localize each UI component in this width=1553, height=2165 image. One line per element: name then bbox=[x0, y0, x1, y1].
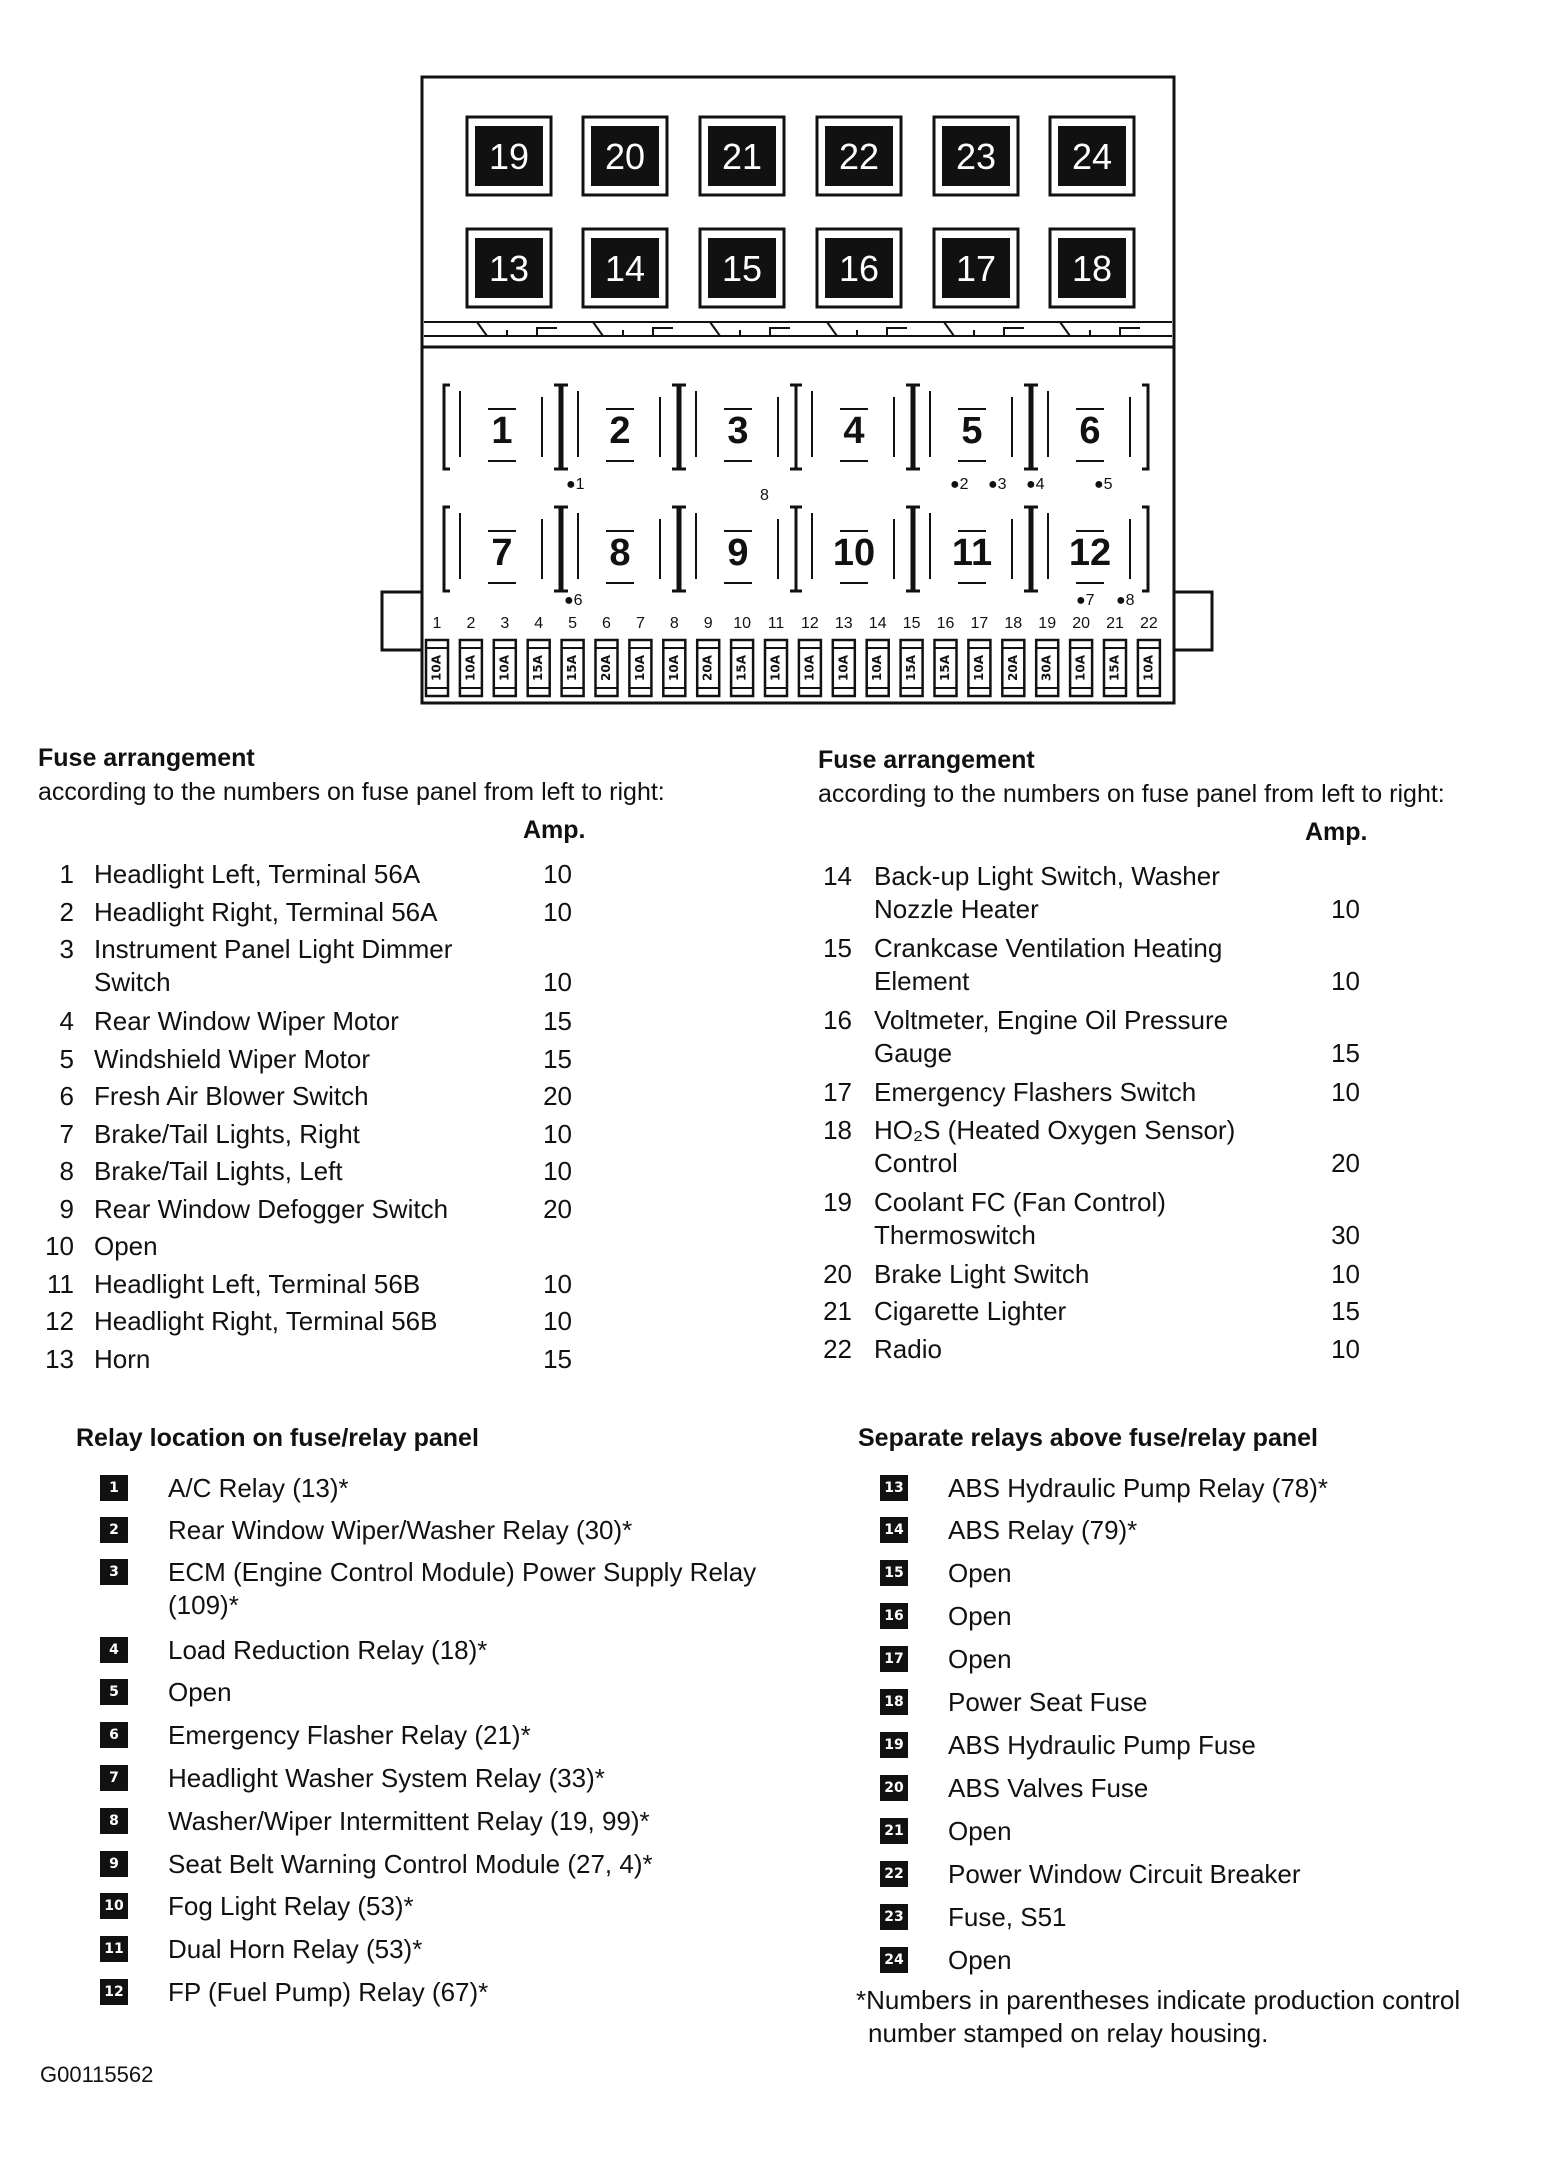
fuse-description: Rear Window Wiper Motor bbox=[94, 1006, 399, 1036]
relay-label: Fuse, S51 bbox=[948, 1902, 1067, 1932]
fuse-amperage: 10 bbox=[1331, 966, 1360, 996]
fuse-number: 21 bbox=[823, 1296, 852, 1326]
fuse-rating: 10A bbox=[666, 655, 681, 681]
fuse-position-number: 7 bbox=[635, 615, 645, 632]
fuse-position-number: 14 bbox=[868, 615, 887, 632]
fuse-position-number: 19 bbox=[1038, 615, 1057, 632]
fuse-rating: 15A bbox=[734, 655, 749, 681]
fuse-amperage: 10 bbox=[543, 1268, 572, 1299]
fuse-description: Instrument Panel Light Dimmer Switch bbox=[94, 934, 453, 997]
fuse-description: Voltmeter, Engine Oil Pressure Gauge bbox=[874, 1005, 1229, 1068]
socket-number: 5 bbox=[961, 410, 983, 452]
fuse-description: Headlight Left, Terminal 56A bbox=[94, 859, 421, 889]
fuse-amperage: 30 bbox=[1331, 1219, 1360, 1250]
relay-number: 14 bbox=[604, 248, 646, 289]
fuse-number: 11 bbox=[47, 1268, 74, 1299]
fuse-number: 12 bbox=[45, 1306, 74, 1336]
fuse-description: Headlight Right, Terminal 56A bbox=[94, 896, 438, 927]
relay-number-badge: 20 bbox=[880, 1775, 908, 1801]
socket-number: 11 bbox=[951, 532, 993, 574]
fuse-amperage: 15 bbox=[543, 1043, 572, 1074]
fuse-rating: 10A bbox=[802, 655, 817, 681]
relay-number-badge: 14 bbox=[880, 1517, 908, 1543]
relay-label: Open bbox=[948, 1601, 1012, 1631]
relay-label: Headlight Washer System Relay (33)* bbox=[168, 1763, 605, 1793]
fuse-number: 2 bbox=[59, 896, 74, 927]
relay-number: 13 bbox=[488, 248, 530, 289]
fuse-amperage: 10 bbox=[543, 896, 572, 927]
fuse-rating: 10A bbox=[836, 655, 851, 681]
fuse-rating: 20A bbox=[599, 655, 613, 681]
fuse-amperage: 10 bbox=[543, 1118, 572, 1149]
fuse-amperage: 10 bbox=[543, 967, 572, 997]
terminal-dot-label: 8 bbox=[760, 487, 769, 504]
fuse-description: Cigarette Lighter bbox=[874, 1296, 1067, 1326]
fuse-position-number: 10 bbox=[733, 615, 751, 632]
fuse-number: 15 bbox=[823, 933, 852, 963]
terminal-dot-label: ●6 bbox=[564, 592, 583, 609]
fuse-rating: 15A bbox=[1107, 655, 1122, 681]
relays-left-title: Relay location on fuse/relay panel bbox=[76, 1424, 479, 1452]
fuse-left-title: Fuse arrangement bbox=[38, 744, 255, 772]
fuse-rating: 10A bbox=[870, 655, 885, 681]
relay-number-badge: 11 bbox=[100, 1936, 128, 1962]
relay-number: 19 bbox=[488, 136, 530, 177]
relay-number: 20 bbox=[604, 136, 646, 177]
relay-number-badge: 3 bbox=[100, 1559, 128, 1585]
socket-number: 4 bbox=[843, 410, 865, 452]
relay-label: Open bbox=[948, 1558, 1012, 1588]
fuse-number: 8 bbox=[59, 1156, 74, 1186]
relay-label: ABS Valves Fuse bbox=[948, 1773, 1149, 1803]
fuse-amperage: 20 bbox=[543, 1193, 572, 1224]
fuse-number: 5 bbox=[59, 1043, 74, 1074]
relay-label: Open bbox=[948, 1816, 1012, 1846]
fuse-number: 7 bbox=[59, 1118, 74, 1149]
relay-number-badge: 7 bbox=[100, 1765, 128, 1791]
relay-label: Open bbox=[948, 1644, 1012, 1674]
fuse-position-number: 4 bbox=[534, 615, 544, 632]
fuse-left-subtitle: according to the numbers on fuse panel from left to right: bbox=[38, 778, 665, 806]
fuse-number: 19 bbox=[823, 1186, 852, 1217]
relay-label: Fog Light Relay (53)* bbox=[168, 1891, 414, 1921]
fuse-rating: 10A bbox=[971, 655, 986, 681]
fuse-number: 1 bbox=[59, 859, 74, 889]
fuse-description: Headlight Left, Terminal 56B bbox=[94, 1268, 421, 1299]
terminal-dot-label: ●8 bbox=[1116, 592, 1135, 609]
fuse-amperage: 15 bbox=[1331, 1296, 1360, 1326]
fuse-description: Open bbox=[94, 1231, 158, 1261]
fuse-amperage: 10 bbox=[1331, 1077, 1360, 1107]
fuse-amperage: 15 bbox=[543, 1343, 572, 1374]
socket-number: 1 bbox=[491, 410, 513, 452]
relay-label: ABS Relay (79)* bbox=[948, 1515, 1138, 1545]
socket-number: 9 bbox=[727, 532, 749, 574]
fuse-number: 9 bbox=[59, 1193, 74, 1224]
relay-number-badge: 24 bbox=[880, 1947, 908, 1973]
fuse-description: Brake/Tail Lights, Left bbox=[94, 1156, 343, 1186]
relay-number-badge: 8 bbox=[100, 1808, 128, 1834]
relay-label: Power Window Circuit Breaker bbox=[948, 1859, 1301, 1889]
relay-number-badge: 13 bbox=[880, 1475, 908, 1501]
fuse-amperage: 10 bbox=[1331, 1258, 1360, 1289]
relay-number-badge: 9 bbox=[100, 1851, 128, 1877]
fuse-description: Horn bbox=[94, 1343, 151, 1374]
relay-label: Rear Window Wiper/Washer Relay (30)* bbox=[168, 1515, 633, 1545]
fuse-position-number: 5 bbox=[568, 615, 578, 632]
fuse-amperage: 20 bbox=[1331, 1147, 1360, 1178]
relay-number: 21 bbox=[721, 136, 763, 177]
fuse-amperage: 20 bbox=[543, 1081, 572, 1111]
mount-tab-left bbox=[382, 592, 422, 650]
fuse-rating: 10A bbox=[429, 655, 444, 681]
relay-number-badge: 21 bbox=[880, 1818, 908, 1844]
fuse-rating: 20A bbox=[1005, 655, 1020, 682]
relay-number: 16 bbox=[838, 248, 880, 289]
relay-number-badge: 12 bbox=[100, 1979, 128, 2005]
fuse-description: Back-up Light Switch, Washer Nozzle Heater bbox=[874, 861, 1220, 924]
fuse-number: 16 bbox=[823, 1005, 852, 1035]
fuse-amperage: 10 bbox=[1331, 894, 1360, 924]
footnote: *Numbers in parentheses indicate production control number stamped on relay housing. bbox=[856, 1985, 1461, 2048]
fuse-number: 13 bbox=[45, 1343, 74, 1374]
relay-label: Power Seat Fuse bbox=[948, 1687, 1148, 1717]
fuse-rating: 10A bbox=[768, 655, 783, 681]
fuse-description: Brake/Tail Lights, Right bbox=[94, 1118, 360, 1149]
fuse-position-number: 18 bbox=[1004, 615, 1023, 632]
fuse-description: Coolant FC (Fan Control) Thermoswitch bbox=[874, 1186, 1166, 1250]
fuse-description: Radio bbox=[874, 1333, 942, 1364]
relay-number: 17 bbox=[955, 248, 997, 289]
relays-right-title: Separate relays above fuse/relay panel bbox=[858, 1424, 1318, 1452]
socket-number: 8 bbox=[609, 532, 631, 574]
fuse-rating: 10A bbox=[463, 655, 478, 681]
fuse-rating: 15A bbox=[938, 655, 952, 681]
relay-label: Open bbox=[948, 1945, 1012, 1975]
socket-number: 3 bbox=[727, 410, 749, 452]
fuse-rating: 15A bbox=[565, 655, 580, 681]
relay-number: 22 bbox=[838, 136, 880, 177]
fuse-right-subtitle: according to the numbers on fuse panel from left to right: bbox=[818, 780, 1445, 808]
fuse-description: Fresh Air Blower Switch bbox=[94, 1081, 369, 1111]
fuse-position-number: 11 bbox=[767, 615, 785, 632]
relay-number-badge: 16 bbox=[880, 1603, 908, 1629]
fuse-number: 14 bbox=[823, 861, 852, 891]
fuse-position-number: 9 bbox=[703, 615, 713, 632]
relay-label: ECM (Engine Control Module) Power Supply Relay (109)* bbox=[168, 1557, 757, 1620]
relay-label: ABS Hydraulic Pump Relay (78)* bbox=[948, 1473, 1329, 1503]
socket-number: 6 bbox=[1079, 410, 1101, 452]
terminal-dot-label: ●2 bbox=[950, 476, 969, 493]
fuse-description: Rear Window Defogger Switch bbox=[94, 1193, 449, 1224]
fuse-position-number: 12 bbox=[801, 615, 819, 632]
fuse-position-number: 3 bbox=[500, 615, 510, 632]
fuse-rating: 20A bbox=[700, 655, 715, 681]
fuse-left-amp-header: Amp. bbox=[523, 816, 586, 844]
image-id: G00115562 bbox=[40, 2062, 154, 2087]
fuse-description: Brake Light Switch bbox=[874, 1258, 1090, 1289]
fuse-position-number: 22 bbox=[1140, 615, 1158, 632]
terminal-dot-label: ●3 bbox=[988, 476, 1007, 493]
fuse-position-number: 15 bbox=[902, 615, 921, 632]
fuse-number: 3 bbox=[59, 934, 74, 964]
fuse-description: Crankcase Ventilation Heating Element bbox=[874, 933, 1223, 996]
relay-number-badge: 23 bbox=[880, 1904, 908, 1930]
mount-tab-right bbox=[1174, 592, 1212, 650]
fuse-position-number: 1 bbox=[432, 615, 442, 632]
fuse-rating: 10A bbox=[1073, 655, 1088, 681]
socket-number: 7 bbox=[491, 532, 513, 574]
terminal-dot-label: ●4 bbox=[1026, 476, 1045, 493]
socket-number: 2 bbox=[609, 410, 631, 452]
fuse-panel-diagram bbox=[0, 0, 1553, 720]
fuse-rating: 10A bbox=[497, 655, 512, 681]
relay-number-badge: 10 bbox=[100, 1893, 128, 1919]
relay-number-badge: 4 bbox=[100, 1637, 128, 1663]
relay-label: ABS Hydraulic Pump Fuse bbox=[948, 1730, 1256, 1760]
relay-number-badge: 19 bbox=[880, 1732, 908, 1758]
relay-label: Dual Horn Relay (53)* bbox=[168, 1934, 423, 1964]
fuse-amperage: 10 bbox=[543, 1156, 572, 1186]
fuse-position-number: 8 bbox=[669, 615, 679, 632]
fuse-amperage: 10 bbox=[543, 859, 572, 889]
fuse-position-number: 13 bbox=[834, 615, 853, 632]
fuse-position-number: 17 bbox=[970, 615, 989, 632]
relay-number-badge: 22 bbox=[880, 1861, 908, 1887]
fuse-position-number: 16 bbox=[936, 615, 955, 632]
socket-number: 12 bbox=[1068, 532, 1112, 574]
relay-number-badge: 1 bbox=[100, 1475, 128, 1501]
relay-number-badge: 17 bbox=[880, 1646, 908, 1672]
fuse-number: 10 bbox=[45, 1231, 74, 1261]
fuse-rating: 10A bbox=[632, 655, 647, 681]
fuse-right-amp-header: Amp. bbox=[1305, 818, 1368, 846]
relay-number-badge: 15 bbox=[880, 1560, 908, 1586]
fuse-description: Windshield Wiper Motor bbox=[94, 1043, 370, 1074]
fuse-amperage: 15 bbox=[1331, 1038, 1360, 1068]
relay-number: 18 bbox=[1071, 248, 1113, 289]
fuse-number: 17 bbox=[823, 1077, 852, 1107]
relay-number: 15 bbox=[721, 248, 763, 289]
terminal-dot-label: ●7 bbox=[1076, 592, 1095, 609]
socket-number: 10 bbox=[832, 532, 876, 574]
relay-label: Load Reduction Relay (18)* bbox=[168, 1635, 488, 1665]
fuse-rating: 15A bbox=[904, 655, 919, 681]
relay-label: Seat Belt Warning Control Module (27, 4)* bbox=[168, 1849, 653, 1879]
fuse-amperage: 10 bbox=[543, 1306, 572, 1336]
fuse-number: 18 bbox=[823, 1114, 852, 1145]
fuse-number: 22 bbox=[823, 1333, 852, 1364]
fuse-number: 20 bbox=[823, 1258, 852, 1289]
relay-label: Washer/Wiper Intermittent Relay (19, 99)* bbox=[168, 1806, 650, 1836]
terminal-dot-label: ●1 bbox=[566, 476, 585, 493]
relay-label: A/C Relay (13)* bbox=[168, 1473, 349, 1503]
relay-number-badge: 18 bbox=[880, 1689, 908, 1715]
fuse-amperage: 15 bbox=[543, 1006, 572, 1036]
fuse-position-number: 20 bbox=[1072, 615, 1090, 632]
relay-number: 24 bbox=[1071, 136, 1113, 177]
fuse-right-title: Fuse arrangement bbox=[818, 746, 1035, 774]
fuse-number: 6 bbox=[59, 1081, 74, 1111]
fuse-description: Emergency Flashers Switch bbox=[874, 1077, 1197, 1107]
fuse-amperage: 10 bbox=[1331, 1333, 1360, 1364]
fuse-description: HO₂S (Heated Oxygen Sensor) Control bbox=[874, 1114, 1236, 1178]
relay-label: Emergency Flasher Relay (21)* bbox=[168, 1720, 531, 1750]
fuse-position-number: 6 bbox=[602, 615, 611, 632]
relay-label: FP (Fuel Pump) Relay (67)* bbox=[168, 1977, 489, 2007]
fuse-rating: 10A bbox=[1141, 655, 1156, 681]
fuse-position-number: 21 bbox=[1106, 615, 1124, 632]
relay-number-badge: 2 bbox=[100, 1517, 128, 1543]
fuse-rating: 15A bbox=[531, 655, 546, 681]
relay-number: 23 bbox=[955, 136, 997, 177]
fuse-position-number: 2 bbox=[466, 615, 476, 632]
fuse-description: Headlight Right, Terminal 56B bbox=[94, 1306, 438, 1336]
relay-number-badge: 5 bbox=[100, 1679, 128, 1705]
fuse-number: 4 bbox=[59, 1006, 74, 1036]
terminal-dot-label: ●5 bbox=[1094, 476, 1113, 493]
fuse-rating: 30A bbox=[1039, 655, 1054, 681]
relay-label: Open bbox=[168, 1677, 232, 1707]
relay-number-badge: 6 bbox=[100, 1722, 128, 1748]
